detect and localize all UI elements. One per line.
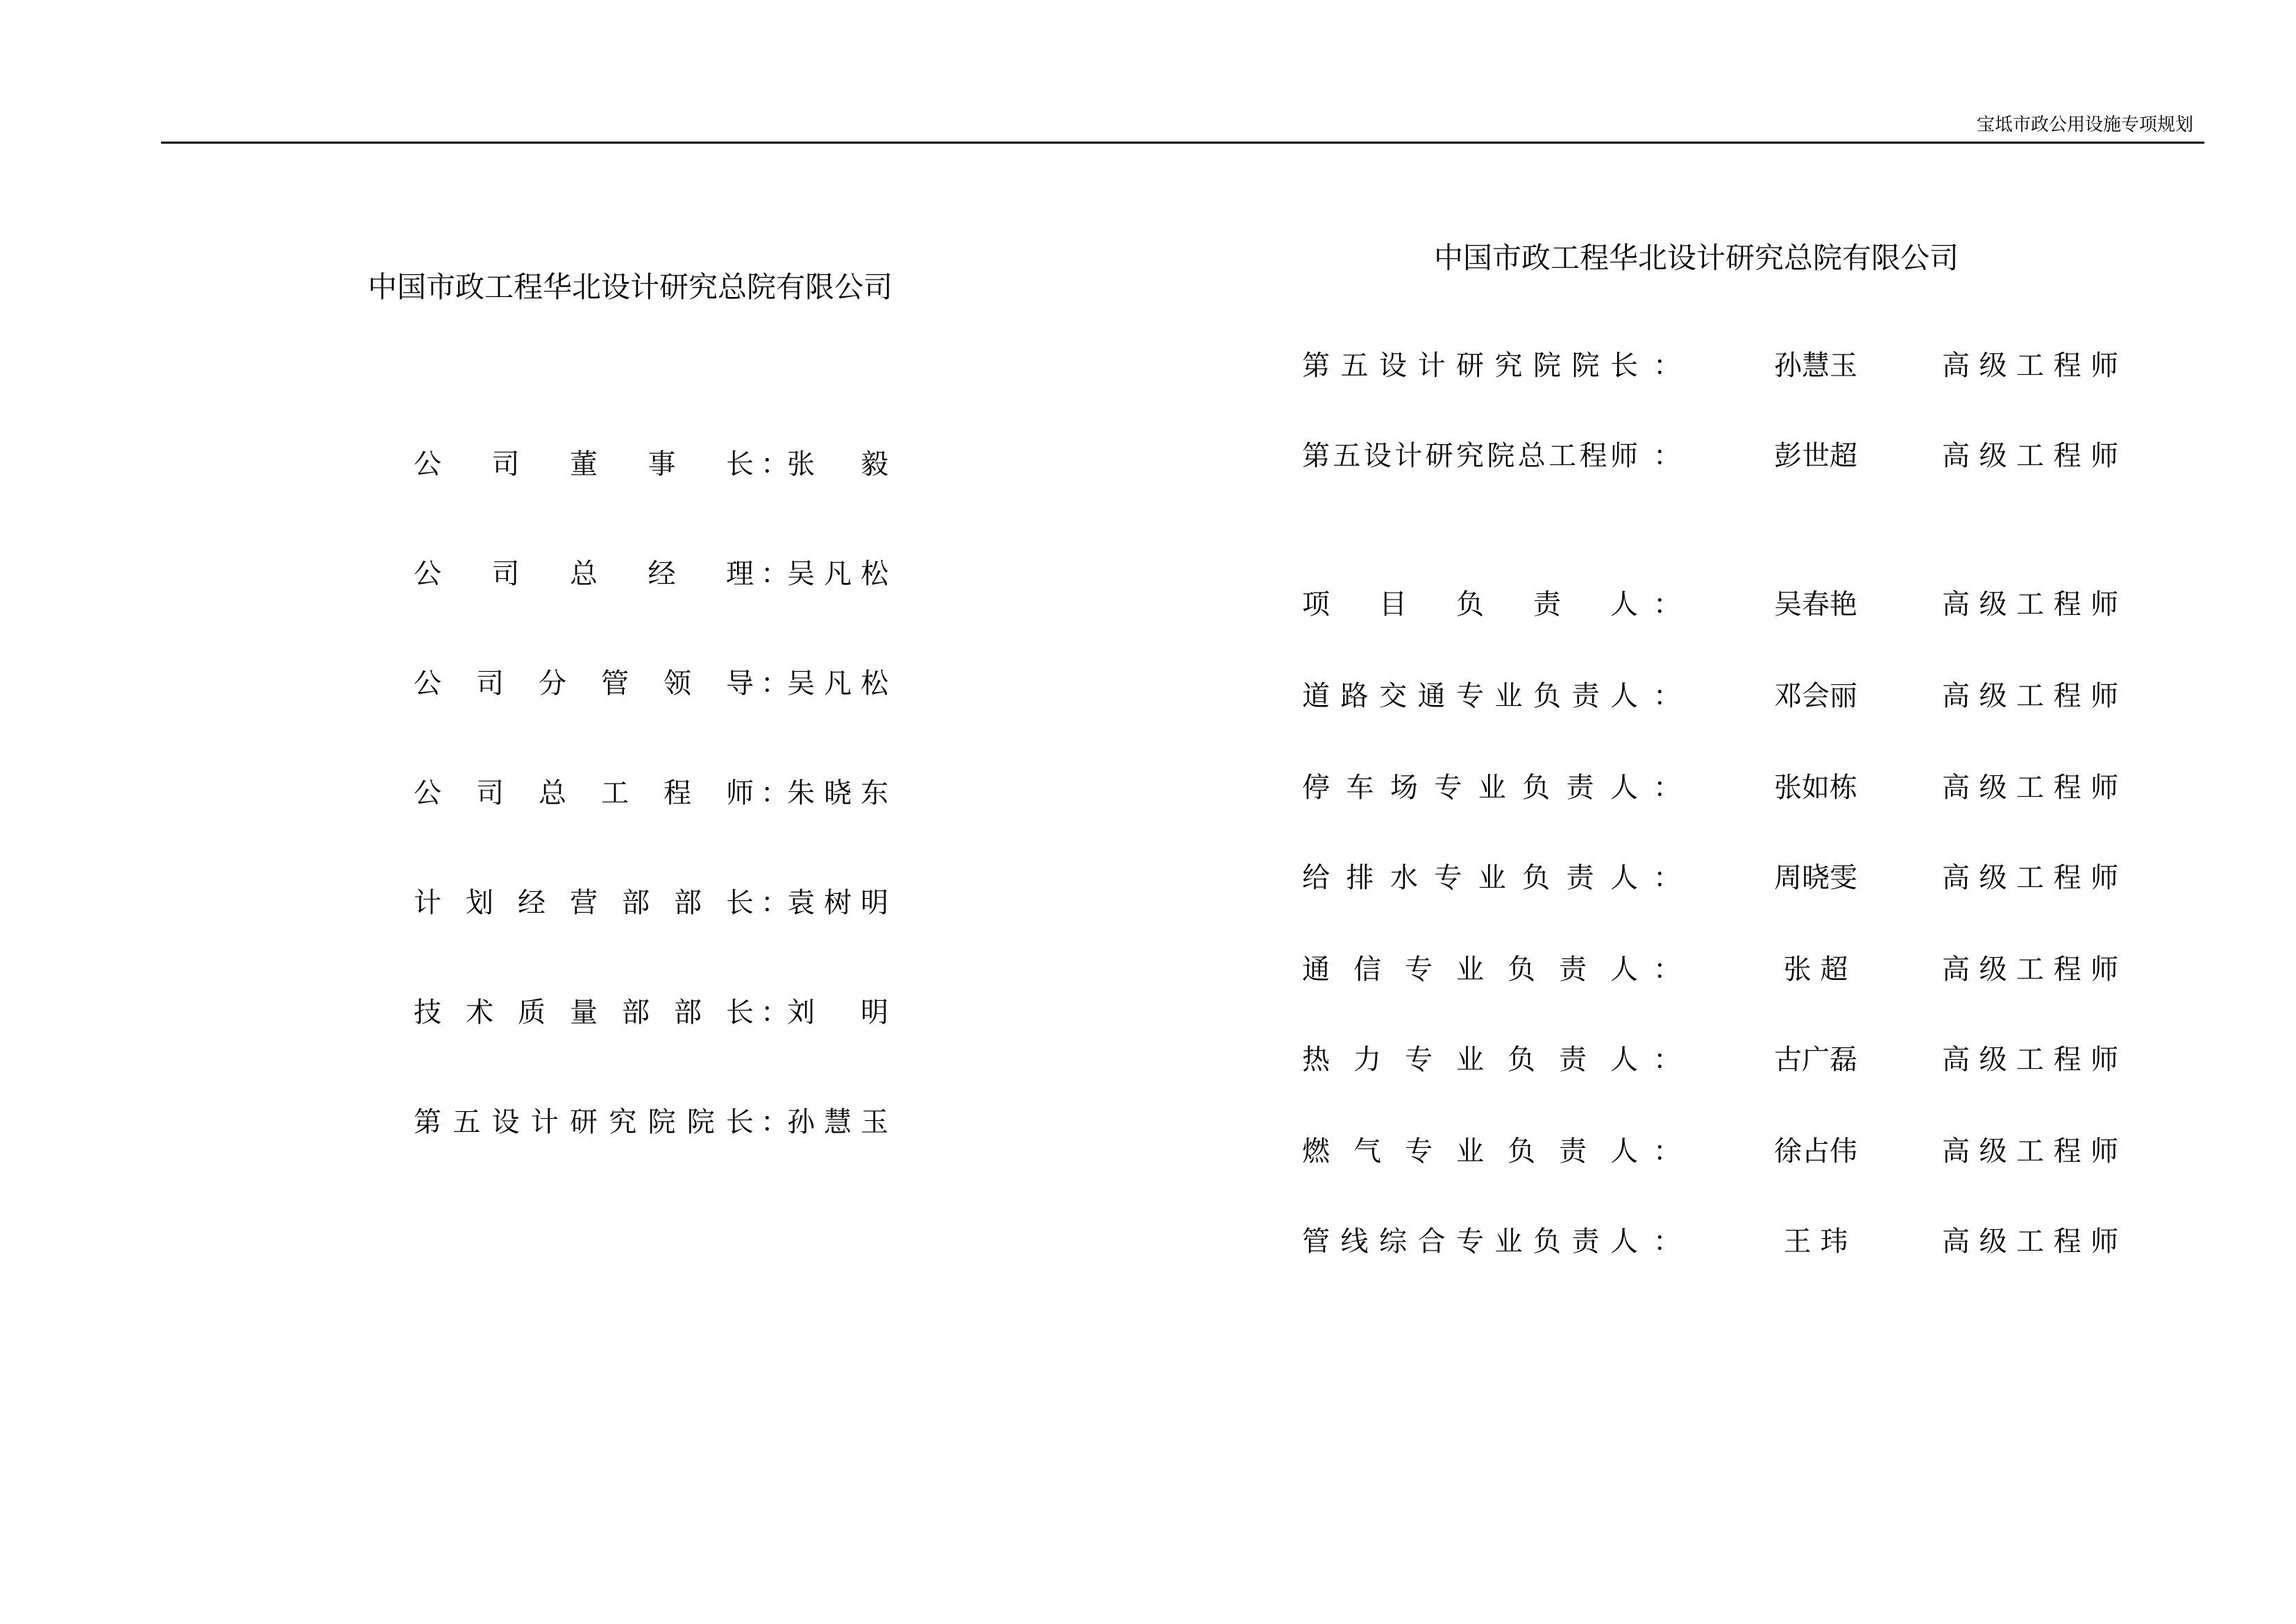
staff-role: 技 术 质 量 部 部 长: [414, 997, 754, 1029]
right-org-title: 中国市政工程华北设计研究总院有限公司: [1434, 241, 1959, 275]
staff-title: 高 级 工 程 师: [1942, 1044, 2118, 1076]
staff-name: 周晓雯: [1774, 862, 1857, 894]
staff-role: 公 司 分 管 领 导: [414, 668, 754, 700]
staff-role: 给 排 水 专 业 负 责 人: [1302, 862, 1638, 894]
colon-separator: ：: [761, 668, 788, 700]
staff-title: 高 级 工 程 师: [1942, 772, 2118, 804]
staff-name: 朱 晓 东: [787, 777, 888, 809]
staff-title: 高 级 工 程 师: [1942, 1135, 2118, 1167]
staff-title: 高 级 工 程 师: [1942, 862, 2118, 894]
colon-separator: ：: [1653, 862, 1681, 894]
colon-separator: ：: [1653, 772, 1681, 804]
staff-row: [0, 1133, 2296, 1170]
staff-title: 高 级 工 程 师: [1942, 954, 2118, 986]
staff-role: 道 路 交 通 专 业 负 责 人: [1302, 680, 1638, 712]
staff-row: [0, 437, 2296, 475]
staff-role: 第 五 设 计 研 究 院 总 工 程 师: [1302, 440, 1638, 472]
staff-title: 高 级 工 程 师: [1942, 440, 2118, 472]
colon-separator: ：: [1653, 440, 1681, 472]
colon-separator: ：: [761, 558, 788, 590]
colon-separator: ：: [761, 777, 788, 809]
colon-separator: ：: [761, 448, 788, 480]
staff-title: 高 级 工 程 师: [1942, 1226, 2118, 1258]
staff-name: 张 超: [1783, 954, 1848, 986]
staff-role: 公 司 总 经 理: [414, 558, 754, 590]
staff-name: 王 玮: [1783, 1226, 1848, 1258]
colon-separator: ：: [1653, 350, 1681, 382]
staff-name: 孙 慧 玉: [787, 1106, 888, 1138]
staff-row: [0, 769, 2296, 806]
staff-name: 彭世超: [1774, 440, 1857, 472]
colon-separator: ：: [761, 1106, 788, 1138]
staff-name: 孙慧玉: [1774, 350, 1857, 382]
staff-row: [0, 951, 2296, 988]
staff-row: [0, 677, 2296, 715]
staff-row: [0, 1223, 2296, 1260]
staff-row: [0, 859, 2296, 897]
staff-name: 张 毅: [787, 448, 888, 480]
staff-name: 刘 明: [787, 997, 888, 1029]
staff-name: 吴 凡 松: [787, 668, 888, 700]
colon-separator: ：: [1653, 1044, 1681, 1076]
staff-title: 高 级 工 程 师: [1942, 680, 2118, 712]
staff-name: 吴 凡 松: [787, 558, 888, 590]
staff-name: 张如栋: [1774, 772, 1857, 804]
staff-role: 公 司 总 工 程 师: [414, 777, 754, 809]
staff-role: 第 五 设 计 研 究 院 院 长: [1302, 350, 1638, 382]
colon-separator: ：: [1653, 680, 1681, 712]
staff-role: 燃 气 专 业 负 责 人: [1302, 1135, 1638, 1167]
staff-name: 邓会丽: [1774, 680, 1857, 712]
staff-name: 吴春艳: [1774, 589, 1857, 620]
staff-row: [0, 347, 2296, 384]
colon-separator: ：: [1653, 589, 1681, 620]
colon-separator: ：: [761, 887, 788, 919]
header-title: 宝坻市政公用设施专项规划: [1976, 115, 2193, 135]
staff-row: [0, 994, 2296, 1031]
staff-role: 公 司 董 事 长: [414, 448, 754, 480]
colon-separator: ：: [1653, 1226, 1681, 1258]
staff-name: 徐占伟: [1774, 1135, 1857, 1167]
header-divider: [161, 142, 2204, 144]
staff-role: 热 力 专 业 负 责 人: [1302, 1044, 1638, 1076]
staff-row: [0, 1041, 2296, 1079]
staff-title: 高 级 工 程 师: [1942, 350, 2118, 382]
colon-separator: ：: [1653, 954, 1681, 986]
staff-role: 计 划 经 营 部 部 长: [414, 887, 754, 919]
staff-title: 高 级 工 程 师: [1942, 589, 2118, 620]
staff-role: 项 目 负 责 人: [1302, 589, 1638, 620]
staff-role: 通 信 专 业 负 责 人: [1302, 954, 1638, 986]
staff-row: [0, 586, 2296, 623]
staff-name: 袁 树 明: [787, 887, 888, 919]
colon-separator: ：: [1653, 1135, 1681, 1167]
left-org-title: 中国市政工程华北设计研究总院有限公司: [368, 270, 893, 304]
staff-role: 第 五 设 计 研 究 院 院 长: [414, 1106, 754, 1138]
staff-role: 管 线 综 合 专 业 负 责 人: [1302, 1226, 1638, 1258]
staff-name: 古广磊: [1774, 1044, 1857, 1076]
colon-separator: ：: [761, 997, 788, 1029]
staff-role: 停 车 场 专 业 负 责 人: [1302, 772, 1638, 804]
